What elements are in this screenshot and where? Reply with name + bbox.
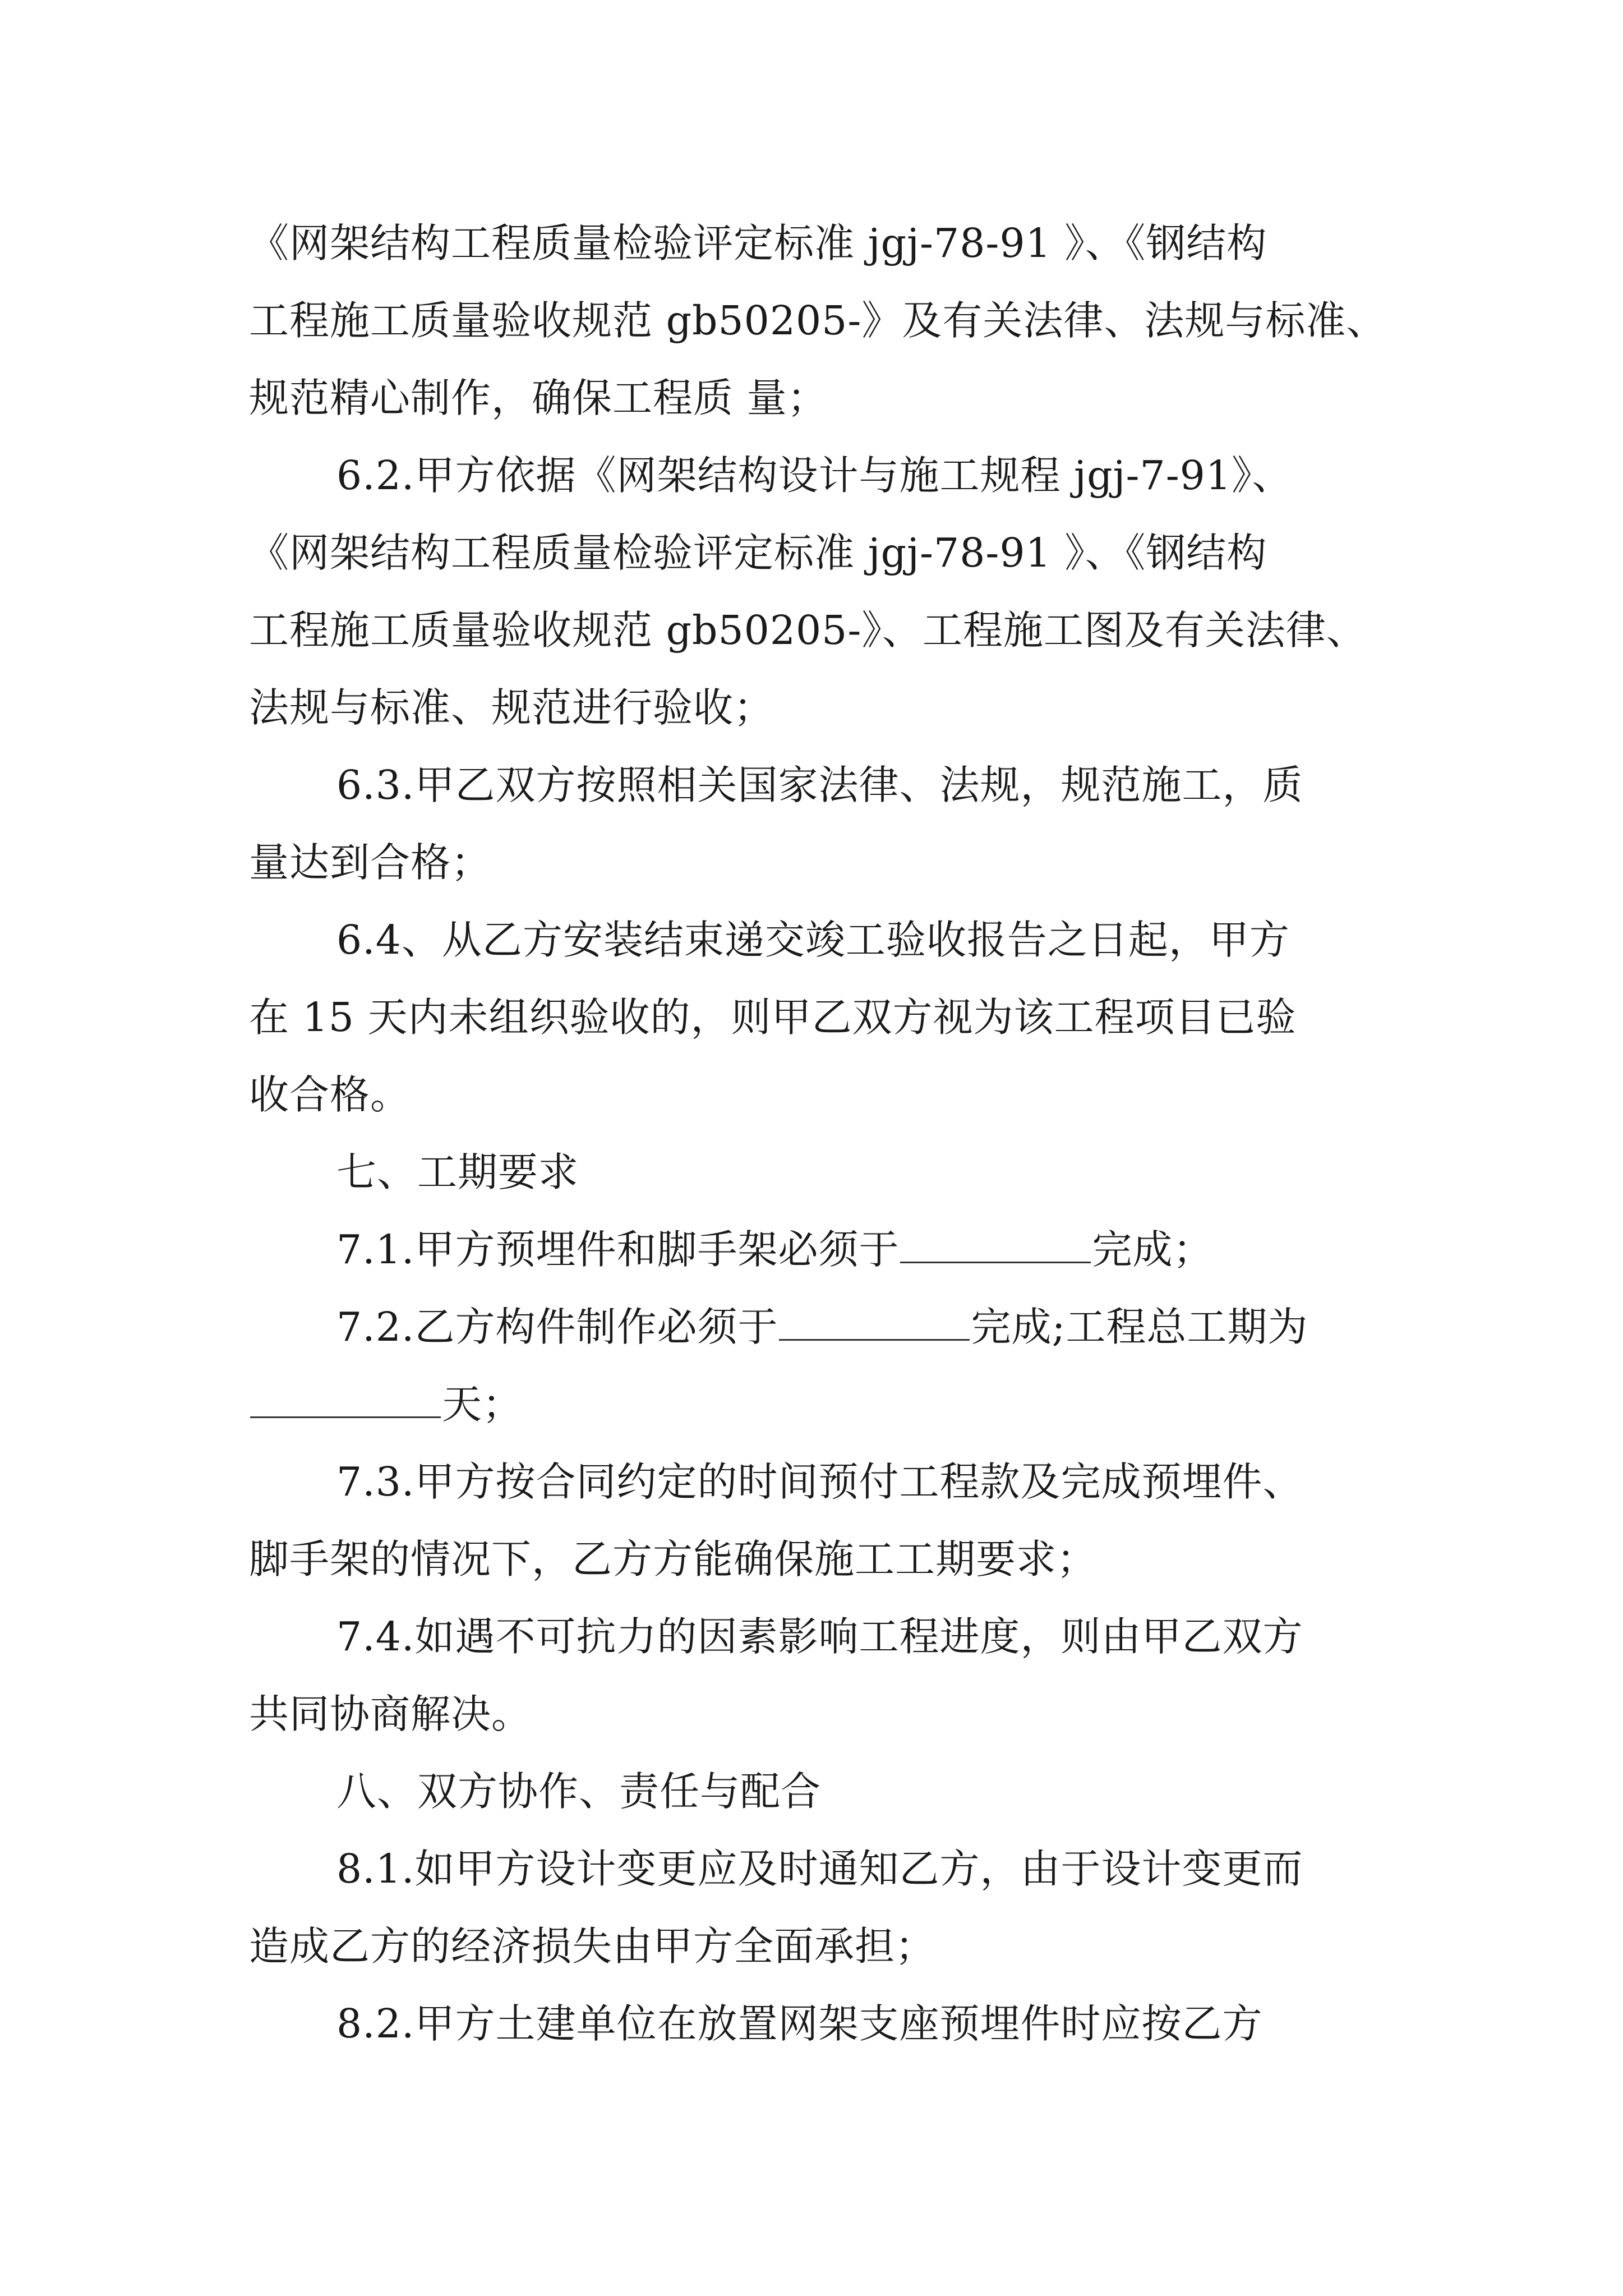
clause-7-3-line-2: 脚手架的情况下，乙方方能确保施工工期要求； <box>249 1536 1098 1582</box>
section-heading-7: 七、工期要求 <box>336 1149 579 1195</box>
clause-7-2-text-after: 完成;工程总工期为 <box>971 1304 1308 1350</box>
clause-6-3-line-2: 量达到合格； <box>249 839 492 886</box>
clause-7-1-text-after: 完成； <box>1092 1226 1214 1273</box>
clause-7-2-text-before: 7.2.乙方构件制作必须于 <box>336 1304 778 1350</box>
clause-7-1-text-before: 7.1.甲方预埋件和脚手架必须于 <box>336 1226 900 1273</box>
clause-6-3-line-1: 6.3.甲乙双方按照相关国家法律、法规，规范施工，质 <box>336 762 1303 808</box>
clause-7-4-line-2: 共同协商解决。 <box>249 1691 532 1737</box>
section-heading-8: 八、双方协作、责任与配合 <box>336 1768 822 1815</box>
clause-6-4-line-2: 在 15 天内未组织验收的，则甲乙双方视为该工程项目已验 <box>249 994 1297 1041</box>
clause-6-4-line-3: 收合格。 <box>249 1071 411 1118</box>
text-line-1: 《网架结构工程质量检验评定标准 jgj-78-91 》、《钢结构 <box>249 220 1267 266</box>
clause-6-2-line-2: 《网架结构工程质量检验评定标准 jgj-78-91 》、《钢结构 <box>249 530 1267 576</box>
clause-6-2-line-3: 工程施工质量验收规范 gb50205-》、工程施工图及有关法律、 <box>249 607 1367 654</box>
clause-8-1-line-1: 8.1.如甲方设计变更应及时通知乙方，由于设计变更而 <box>336 1846 1303 1892</box>
clause-7-3-line-1: 7.3.甲方按合同约定的时间预付工程款及完成预埋件、 <box>336 1458 1303 1505</box>
clause-6-4-line-1: 6.4、从乙方安装结束递交竣工验收报告之日起，甲方 <box>336 917 1290 963</box>
text-line-2: 工程施工质量验收规范 gb50205-》及有关法律、法规与标准、 <box>249 297 1387 344</box>
text-line-3: 规范精心制作，确保工程质 量； <box>249 375 828 421</box>
clause-8-1-line-2: 造成乙方的经济损失由甲方全面承担； <box>249 1923 936 1970</box>
clause-7-2-line-2 <box>249 1365 523 1444</box>
clause-7-1-line-1 <box>336 1211 1214 1289</box>
clause-7-4-line-1: 7.4.如遇不可抗力的因素影响工程进度，则由甲乙双方 <box>336 1613 1303 1660</box>
fabrication-date-blank <box>779 1308 970 1341</box>
completion-date-blank <box>900 1230 1091 1263</box>
clause-7-2-line-1 <box>336 1288 1308 1366</box>
clause-7-2-line-2-after: 天； <box>442 1381 523 1428</box>
total-duration-blank <box>250 1385 441 1418</box>
clause-6-2-line-4: 法规与标准、规范进行验收； <box>249 684 774 731</box>
clause-6-2-line-1: 6.2.甲方依据《网架结构设计与施工规程 jgj-7-91》、 <box>336 452 1293 499</box>
clause-8-2-line-1: 8.2.甲方土建单位在放置网架支座预埋件时应按乙方 <box>336 2000 1263 2047</box>
